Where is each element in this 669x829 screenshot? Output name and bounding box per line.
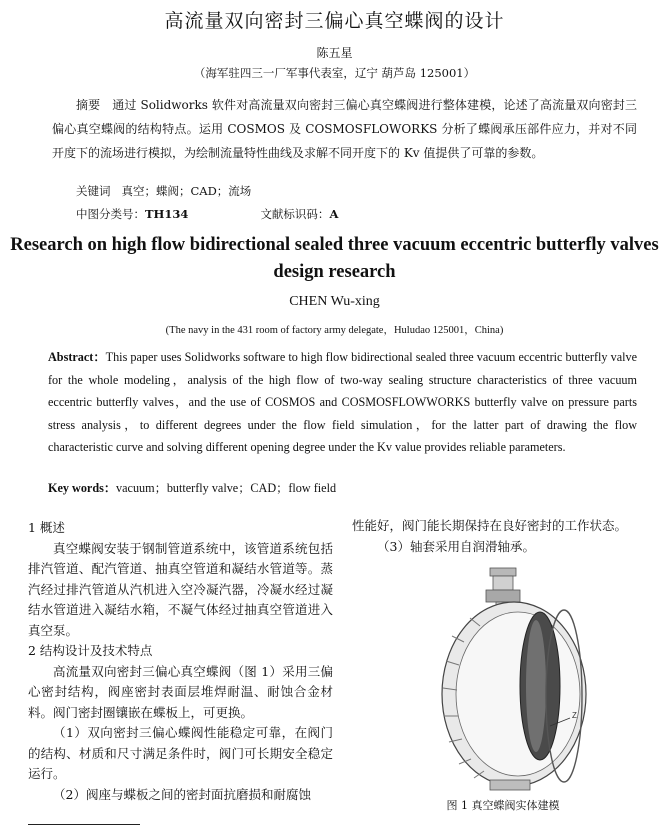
keywords-cn-label: 关键词 xyxy=(76,184,111,198)
figure-caption: 图 1 真空蝶阀实体建模 xyxy=(446,799,560,812)
doc-code-label: 文献标识码： xyxy=(260,207,330,221)
paper-title-en: Research on high flow bidirectional sealed three vacuum eccentric butterfly valves design research xyxy=(10,235,659,282)
footnote-divider xyxy=(28,824,140,825)
affiliation-cn: （海军驻四三一厂军事代表室，辽宁 葫芦岛 125001） xyxy=(193,66,476,80)
keywords-cn xyxy=(76,183,251,199)
abstract-en-text: This paper uses Solidworks software to high flow bidirectional sealed three vacuum eccentric butterfly valve for the whole modeling，analysis of the high flow of two-way sealing structure characteristics of three vacuum eccentric butterfly valves，and the use of COSMOS and COSMOSFLOWWORKS butterfly valve on pressure parts stress analysis，to different degrees under the flow field simulation，for the latter part of drawing the flow characteristic curve and solving different opening degree under the Kv value provides reliable parameters. xyxy=(48,350,637,454)
abstract-cn-label: 摘要 xyxy=(76,98,101,112)
author-en: CHEN Wu-xing xyxy=(289,294,380,309)
body-left-column xyxy=(28,518,333,805)
section-heading-2: 2 结构设计及技术特点 xyxy=(28,643,153,658)
section-heading-1: 1 概述 xyxy=(28,520,65,535)
abstract-cn xyxy=(52,93,637,165)
paragraph: （1）双向密封三偏心蝶阀性能稳定可靠，在阀门的结构、材质和尺寸满足条件时，阀门可长期安全稳定运行。 xyxy=(28,725,333,781)
paragraph: 高流量双向密封三偏心真空蝶阀（图 1）采用三偏心密封结构，阀座密封表面层堆焊耐温、耐蚀合金材料。阀门密封圈镶嵌在蝶板上，可更换。 xyxy=(28,663,333,720)
paragraph: （3）轴套采用自润滑轴承。 xyxy=(377,539,535,554)
keywords-en xyxy=(48,479,336,496)
paragraph: 真空蝶阀安装于钢制管道系统中，该管道系统包括排汽管道、配汽管道、抽真空管道和凝结水管道等。蒸汽经过排汽管道从汽机进入空冷凝汽器，冷凝水经过凝结水管道进入凝结水箱，不凝气体经过抽真空管道进入真空泵。 xyxy=(28,540,333,638)
figure-axis-label: Z xyxy=(572,711,577,720)
abstract-en-label: Abstract： xyxy=(48,350,106,364)
clc-label: 中图分类号： xyxy=(76,207,145,221)
clc-value: TH134 xyxy=(145,207,189,221)
abstract-en xyxy=(48,346,637,459)
author-cn: 陈五星 xyxy=(316,46,353,60)
paragraph: 性能好，阀门能长期保持在良好密封的工作状态。 xyxy=(352,518,628,533)
body-right-column xyxy=(352,515,654,557)
doc-code-value: A xyxy=(329,207,339,221)
keywords-cn-text: 真空；蝶阀；CAD；流场 xyxy=(121,184,252,198)
abstract-cn-text: 通过 Solidworks 软件对高流量双向密封三偏心真空蝶阀进行整体建模，论述了高流量双向密封三偏心真空蝶阀的结构特点。运用 COSMOS 及 COSMOSFLOWORKS 分析了蝶阀承压部件应力，并对不同开度下的流场进行模拟，为绘制流量特性曲线及求解不同开度下的 Kv 值提供了可靠的参数。 xyxy=(52,98,637,160)
classification-row xyxy=(76,206,338,222)
paragraph: （2）阀座与蝶板之间的密封面抗磨损和耐腐蚀 xyxy=(53,786,311,802)
keywords-en-text: vacuum；butterfly valve；CAD；flow field xyxy=(116,481,337,495)
affiliation-en: (The navy in the 431 room of factory army delegate，Huludao 125001，China) xyxy=(165,325,504,336)
keywords-en-label: Key words： xyxy=(48,481,117,495)
paper-title-cn: 高流量双向密封三偏心真空蝶阀的设计 xyxy=(164,10,505,32)
butterfly-valve-figure xyxy=(432,566,622,796)
